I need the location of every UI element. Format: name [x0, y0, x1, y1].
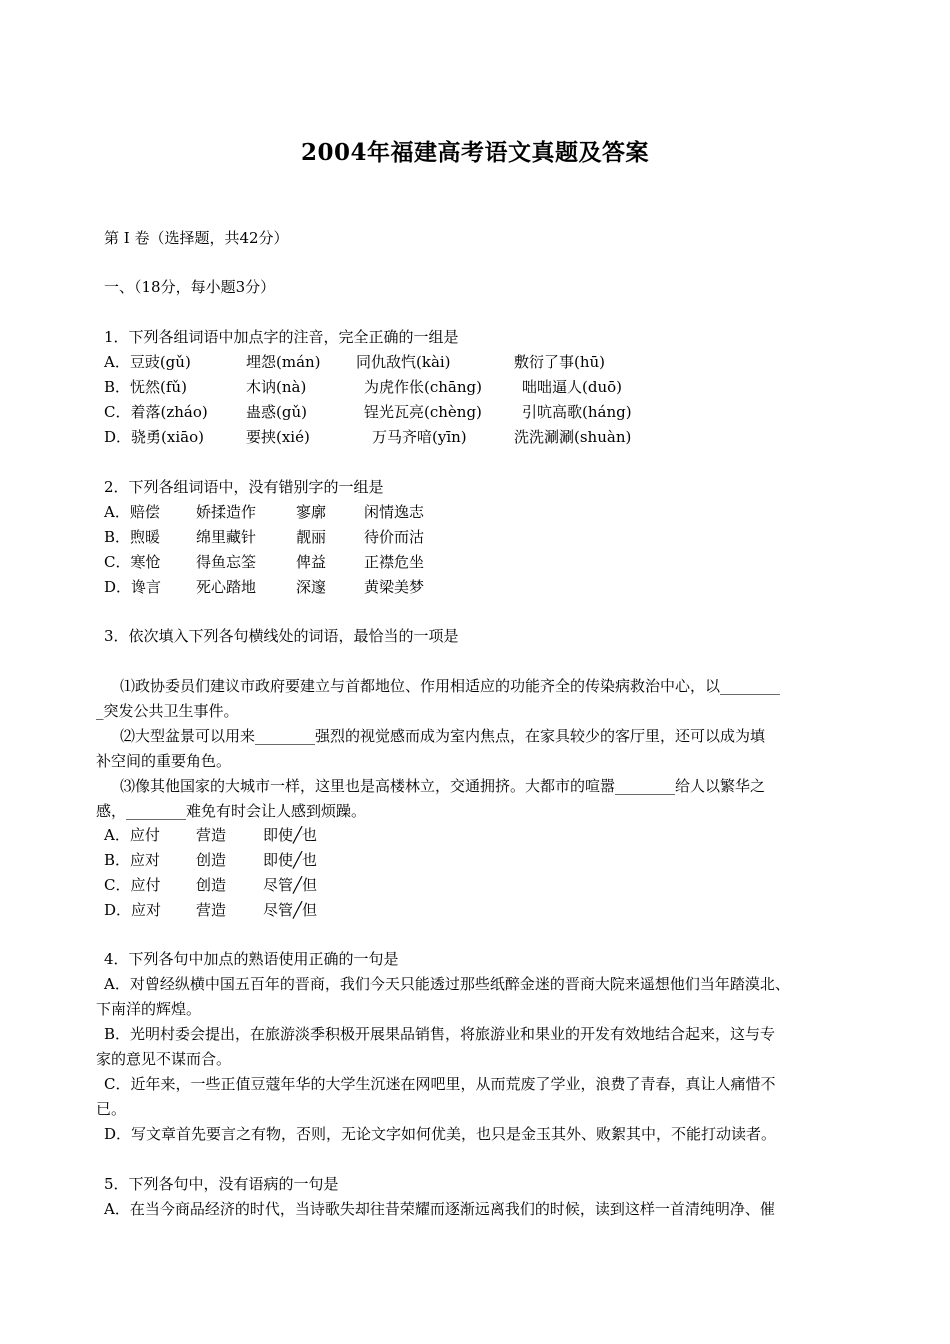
q2-option-a-2: 娇揉造作 — [196, 503, 257, 521]
q3-sentence-1-line-2: _突发公共卫生事件。 — [96, 702, 239, 720]
q4-option-d-line-1: D．写文章首先要言之有物，否则，无论文字如何优美，也只是金玉其外、败絮其中，不能打动读者。 — [104, 1125, 777, 1143]
q3-option-c-3: 尽管╱但 — [263, 876, 318, 894]
q3-sentence-3-line-1: ⑶像其他国家的大城市一样，这里也是高楼林立，交通拥挤。大都市的喧嚣________给人以繁华之 — [120, 777, 766, 795]
q2-option-c-1: C．寒怆 — [104, 553, 161, 571]
q2-option-a-3: 寥廓 — [296, 503, 327, 521]
q4-option-b-line-2: 家的意见不谋而合。 — [96, 1050, 232, 1068]
q1-option-b-4: 咄咄逼人(duō) — [522, 378, 622, 396]
q1-option-c-3: 锃光瓦亮(chèng) — [364, 403, 482, 421]
q2-option-b-3: 靓丽 — [296, 528, 327, 546]
q2-option-a-1: A．赔偿 — [104, 503, 160, 521]
q1-option-c-1: C．着落(zháo) — [104, 403, 208, 421]
q2-option-d-3: 深邃 — [296, 578, 327, 596]
q3-option-a-1: A．应付 — [104, 826, 160, 844]
q3-sentence-2-line-1: ⑵大型盆景可以用来________强烈的视觉感而成为室内焦点，在家具较少的客厅里，还可以成为填 — [120, 727, 766, 745]
q3-option-b-2: 创造 — [196, 851, 227, 869]
q2-option-d-1: D．谗言 — [104, 578, 162, 596]
q2-option-d-2: 死心踏地 — [196, 578, 257, 596]
question-1-stem: 1．下列各组词语中加点字的注音，完全正确的一组是 — [104, 328, 459, 346]
q4-option-c-line-2: 已。 — [96, 1100, 127, 1118]
q1-option-d-2: 要挟(xié) — [246, 428, 310, 446]
q1-option-a-1: A．豆豉(gǔ) — [104, 353, 191, 371]
q2-option-d-4: 黄梁美梦 — [364, 578, 425, 596]
q1-option-c-4: 引吭高歌(háng) — [522, 403, 632, 421]
q3-option-b-3: 即使╱也 — [263, 851, 318, 869]
q3-option-d-2: 营造 — [196, 901, 227, 919]
q3-sentence-1-line-1: ⑴政协委员们建议市政府要建立与首都地位、作用相适应的功能齐全的传染病救治中心，以________ — [120, 677, 781, 695]
question-2-stem: 2．下列各组词语中，没有错别字的一组是 — [104, 478, 384, 496]
q2-option-b-1: B．煦暖 — [104, 528, 161, 546]
q2-option-b-2: 绵里藏针 — [196, 528, 257, 546]
q4-option-a-line-1: A．对曾经纵横中国五百年的晋商，我们今天只能透过那些纸醉金迷的晋商大院来遥想他们当年踏漠北、 — [104, 975, 790, 993]
part-heading: 一、（18分，每小题3分） — [104, 278, 276, 296]
q2-option-a-4: 闲情逸志 — [364, 503, 425, 521]
page-title: 2004年福建高考语文真题及答案 — [300, 139, 649, 166]
q1-option-d-1: D．骁勇(xiāo) — [104, 428, 204, 446]
q1-option-c-2: 蛊惑(gǔ) — [246, 403, 307, 421]
q1-option-d-3: 万马齐喑(yīn) — [372, 428, 467, 446]
q2-option-c-2: 得鱼忘筌 — [196, 553, 257, 571]
question-5-stem: 5．下列各句中，没有语病的一句是 — [104, 1175, 339, 1193]
section-heading: 第 I 卷（选择题，共42分） — [104, 229, 289, 247]
q1-option-b-1: B．怃然(fǔ) — [104, 378, 187, 396]
q1-option-b-2: 木讷(nà) — [246, 378, 307, 396]
question-3-stem: 3．依次填入下列各句横线处的词语，最恰当的一项是 — [104, 627, 459, 645]
q3-option-a-2: 营造 — [196, 826, 227, 844]
question-4-stem: 4．下列各句中加点的熟语使用正确的一句是 — [104, 950, 399, 968]
q3-option-b-1: B．应对 — [104, 851, 161, 869]
q3-sentence-2-line-2: 补空间的重要角色。 — [96, 752, 232, 770]
q3-option-c-2: 创造 — [196, 876, 227, 894]
q3-option-a-3: 即使╱也 — [263, 826, 318, 844]
q2-option-c-3: 俾益 — [296, 553, 327, 571]
q1-option-a-2: 埋怨(mán) — [246, 353, 321, 371]
q2-option-b-4: 待价而沽 — [364, 528, 425, 546]
q3-option-d-3: 尽管╱但 — [263, 901, 318, 919]
q5-option-a-line-1: A．在当今商品经济的时代，当诗歌失却往昔荣耀而逐渐远离我们的时候，读到这样一首清纯明净、催 — [104, 1200, 775, 1218]
q3-option-d-1: D．应对 — [104, 901, 162, 919]
q2-option-c-4: 正襟危坐 — [364, 553, 425, 571]
q4-option-c-line-1: C．近年来，一些正值豆蔻年华的大学生沉迷在网吧里，从而荒废了学业，浪费了青春，真让人痛惜不 — [104, 1075, 776, 1093]
q1-option-a-3: 同仇敌忾(kài) — [356, 353, 451, 371]
q3-option-c-1: C．应付 — [104, 876, 161, 894]
q3-sentence-3-line-2: 感，________难免有时会让人感到烦躁。 — [96, 802, 367, 820]
q1-option-d-4: 洗洗涮涮(shuàn) — [514, 428, 632, 446]
q1-option-b-3: 为虎作伥(chāng) — [364, 378, 482, 396]
q4-option-a-line-2: 下南洋的辉煌。 — [96, 1000, 202, 1018]
q1-option-a-4: 敷衍了事(hū) — [514, 353, 606, 371]
q4-option-b-line-1: B．光明村委会提出，在旅游淡季积极开展果品销售，将旅游业和果业的开发有效地结合起来，这与专 — [104, 1025, 776, 1043]
